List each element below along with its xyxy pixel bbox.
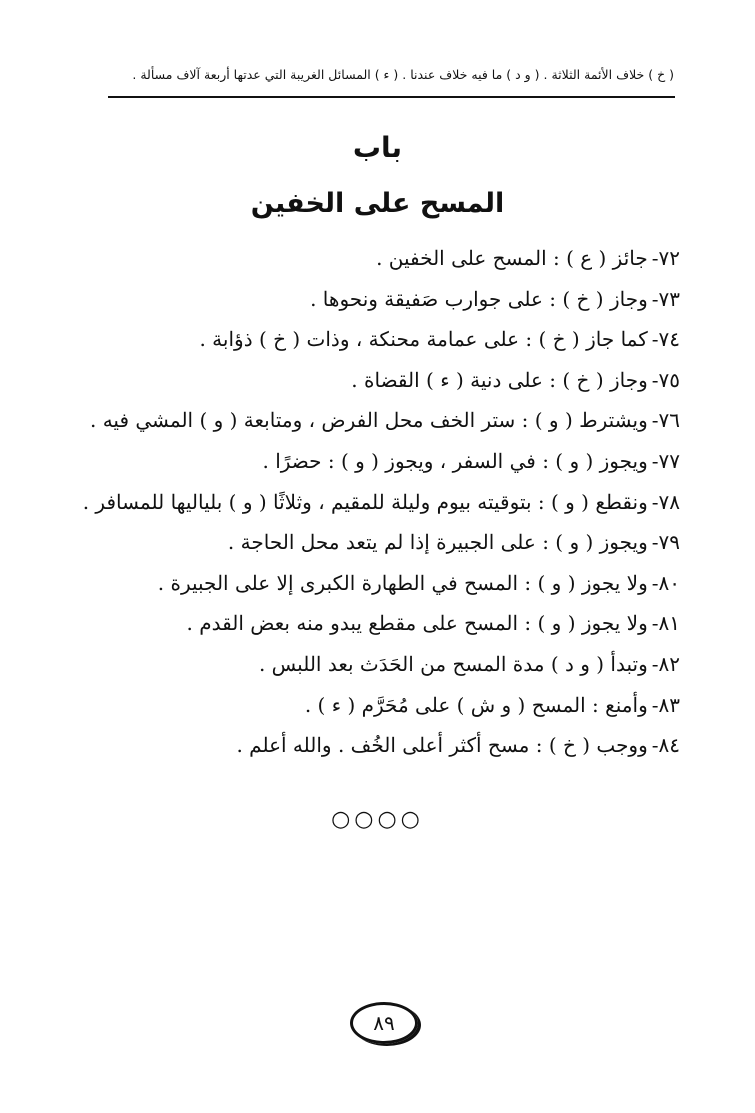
list-item bbox=[100, 685, 680, 726]
list-item bbox=[100, 563, 680, 604]
item-text: وتبدأ ( و د ) مدة المسح من الحَدَث بعد اللبس . bbox=[258, 651, 648, 676]
page-number bbox=[350, 1002, 418, 1044]
item-number: ٨٢- bbox=[651, 651, 680, 676]
running-header: ( خ ) خلاف الأئمة الثلاثة . ( و د ) ما فيه خلاف عندنا . ( ء ) المسائل الغريبة التي عدتها أربعة آلاف مسألة . bbox=[132, 67, 674, 82]
item-text: ولا يجوز ( و ) : المسح في الطهارة الكبرى إلا على الجبيرة . bbox=[157, 570, 648, 595]
item-number: ٨١- bbox=[651, 611, 680, 636]
item-number: ٧٣- bbox=[651, 286, 680, 311]
item-number: ٨٣- bbox=[651, 692, 680, 717]
list-item bbox=[100, 644, 680, 685]
list-item bbox=[100, 238, 680, 279]
chapter-label: باب bbox=[352, 131, 403, 164]
item-number: ٧٩- bbox=[651, 530, 680, 555]
item-text: ويجوز ( و ) : في السفر ، ويجوز ( و ) : حضرًا . bbox=[262, 448, 648, 473]
item-text: ولا يجوز ( و ) : المسح على مقطع يبدو منه بعض القدم . bbox=[186, 611, 648, 636]
rulings-list bbox=[82, 238, 680, 766]
list-item bbox=[100, 279, 680, 320]
item-number: ٨٤- bbox=[651, 733, 680, 758]
item-text: ويشترط ( و ) : ستر الخف محل الفرض ، ومتابعة ( و ) المشي فيه . bbox=[89, 408, 648, 433]
item-text: وجاز ( خ ) : على جوارب صَفيقة ونحوها . bbox=[310, 286, 648, 311]
item-text: وأمنع : المسح ( و ش ) على مُحَرَّم ( ء ) . bbox=[304, 692, 648, 717]
page-number-text: ٨٩ bbox=[373, 1011, 395, 1035]
item-text: جائز ( ع ) : المسح على الخفين . bbox=[376, 246, 648, 270]
list-item bbox=[82, 482, 680, 523]
item-text: ووجب ( خ ) : مسح أكثر أعلى الخُف . والله أعلم . bbox=[236, 733, 648, 758]
item-number: ٧٢- bbox=[651, 246, 680, 270]
item-number: ٧٧- bbox=[651, 448, 680, 473]
item-text: ويجوز ( و ) : على الجبيرة إذا لم يتعد محل الحاجة . bbox=[227, 530, 648, 555]
list-item bbox=[89, 400, 680, 441]
item-number: ٧٤- bbox=[651, 327, 680, 352]
header-rule bbox=[108, 96, 675, 98]
item-text: كما جاز ( خ ) : على عمامة محنكة ، وذات ( خ ) ذؤابة . bbox=[199, 327, 648, 352]
list-item bbox=[100, 360, 680, 401]
item-text: ونقطع ( و ) : بتوقيته بيوم وليلة للمقيم ، وثلاثًا ( و ) بلياليها للمسافر . bbox=[82, 489, 648, 514]
item-number: ٧٦- bbox=[651, 408, 680, 433]
item-number: ٧٥- bbox=[651, 367, 680, 392]
chapter-title: المسح على الخفين bbox=[250, 188, 505, 219]
list-item bbox=[100, 603, 680, 644]
section-end-ornament: ○○○○ bbox=[331, 807, 424, 832]
item-number: ٧٨- bbox=[651, 489, 680, 514]
item-text: وجاز ( خ ) : على دنية ( ء ) القضاة . bbox=[351, 367, 648, 392]
list-item bbox=[100, 441, 680, 482]
list-item bbox=[100, 725, 680, 766]
list-item bbox=[100, 522, 680, 563]
list-item bbox=[100, 319, 680, 360]
item-number: ٨٠- bbox=[651, 570, 680, 595]
